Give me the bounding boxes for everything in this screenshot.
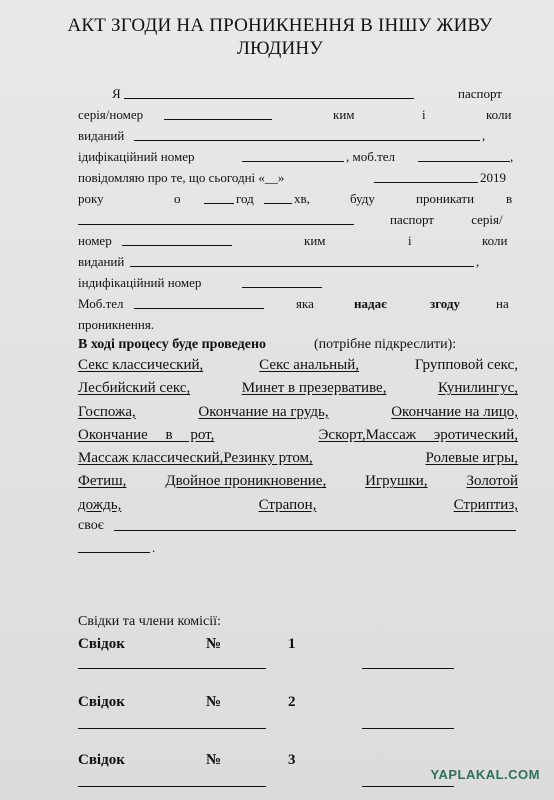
options-line-6 — [78, 470, 518, 493]
label-number: номер — [78, 233, 112, 248]
hour-field[interactable] — [204, 189, 234, 204]
watermark: YAPLAKAL.COM — [430, 767, 540, 782]
process-hint: (потрібне підкреслити): — [314, 337, 457, 352]
own-option-field[interactable] — [114, 516, 516, 531]
witness-3-label: Свідок — [78, 752, 125, 768]
id-number-field-2[interactable] — [242, 273, 322, 288]
issued-field-2[interactable] — [130, 252, 474, 267]
label-by-whom: ким — [333, 107, 355, 122]
witnesses-heading-row — [78, 612, 516, 632]
form-row-5 — [78, 168, 516, 188]
form-row-1 — [78, 84, 516, 104]
label-passport-series: паспорт серія/ — [390, 212, 503, 227]
label-id-number: ідифікаційний номер — [78, 149, 195, 164]
label-o: о — [174, 191, 181, 206]
label-hour: год — [236, 191, 254, 206]
option[interactable]: Окончание в рот, — [78, 426, 215, 443]
option[interactable]: Золотой — [466, 473, 518, 490]
form-row-8 — [78, 231, 516, 251]
option[interactable]: Госпожа, — [78, 403, 136, 420]
label-issued: виданий — [78, 128, 125, 143]
form-row-7 — [78, 210, 516, 230]
option[interactable]: Секс анальный, — [259, 357, 359, 373]
comma-2: , — [510, 149, 514, 164]
document-title: АКТ ЗГОДИ НА ПРОНИКНЕННЯ В ІНШУ ЖИВУ ЛЮДИНУ — [67, 15, 493, 59]
label-ya: Я — [112, 86, 121, 101]
option[interactable]: Эскорт,Массаж эротический, — [318, 426, 518, 443]
minute-field[interactable] — [264, 189, 292, 204]
option[interactable]: Минет в презервативе, — [241, 380, 387, 397]
series-number-field[interactable] — [164, 105, 272, 120]
form-row-11 — [78, 294, 516, 314]
form-row-3 — [78, 126, 516, 146]
option[interactable]: Окончание на лицо, — [391, 403, 518, 420]
witness-3-name-field[interactable] — [78, 770, 266, 787]
options-line-1 — [78, 354, 518, 377]
label-mobile-2: Моб.тел — [78, 296, 124, 311]
comma-1: , — [482, 128, 486, 143]
option[interactable]: Стриптиз, — [453, 496, 518, 513]
own-option-row-2 — [78, 538, 516, 558]
option[interactable]: Групповой секс, — [414, 357, 518, 373]
label-when: коли — [486, 107, 512, 122]
option[interactable]: Двойное проникновение, — [165, 473, 327, 490]
options-line-3 — [78, 401, 518, 424]
option[interactable]: Фетиш, — [78, 473, 127, 490]
option[interactable]: Страпон, — [258, 496, 317, 513]
label-pronykaty: проникати — [416, 191, 475, 206]
mobile-field[interactable] — [418, 147, 510, 162]
label-when-2: коли — [482, 233, 508, 248]
date-field[interactable] — [374, 168, 478, 183]
options-line-7 — [78, 494, 518, 517]
form-row-4 — [78, 147, 516, 167]
label-roku: року — [78, 191, 104, 206]
label-budu: буду — [350, 191, 375, 206]
witness-2-label: Свідок — [78, 694, 125, 710]
label-series-number: серія/номер — [78, 107, 144, 122]
label-mobile: , моб.тел — [346, 149, 396, 164]
label-minutes: хв, — [294, 191, 310, 206]
process-heading: В ході процесу буде проведено — [78, 337, 267, 352]
label-id-number-2: індифікаційний номер — [78, 275, 202, 290]
label-own: своє — [78, 518, 104, 533]
witness-1-number: 1 — [288, 636, 296, 652]
option[interactable]: дождь, — [78, 496, 122, 513]
label-nadaye: надає — [354, 296, 387, 311]
form-row-9 — [78, 252, 516, 272]
form-row-12 — [78, 315, 516, 335]
witness-3-number: 3 — [288, 752, 296, 768]
comma-3: , — [476, 254, 480, 269]
witness-2-number: 2 — [288, 694, 296, 710]
label-and-2: і — [408, 233, 412, 248]
option[interactable]: Кунилингус, — [437, 380, 518, 397]
label-and: і — [422, 107, 426, 122]
option[interactable]: Игрушки, — [365, 473, 428, 490]
label-issued-2: виданий — [78, 254, 125, 269]
label-passport: паспорт — [458, 86, 502, 101]
witness-2-signature-field[interactable] — [362, 712, 454, 729]
id-number-field[interactable] — [242, 147, 344, 162]
label-penetration: проникнення. — [78, 317, 155, 332]
form-row-2 — [78, 105, 516, 125]
label-year: 2019 — [480, 170, 506, 185]
issued-field[interactable] — [134, 126, 480, 141]
witness-1-signature-field[interactable] — [362, 652, 454, 669]
options-line-5 — [78, 447, 518, 470]
name-field[interactable] — [124, 84, 414, 99]
witness-2-num-sign: № — [206, 694, 222, 710]
option[interactable]: Секс классический, — [78, 357, 204, 373]
witnesses-heading: Свідки та члени комісії: — [78, 614, 221, 629]
option[interactable]: Лесбийский секс, — [78, 380, 191, 397]
witness-3-num-sign: № — [206, 752, 222, 768]
end-dot: . — [152, 540, 156, 555]
option[interactable]: Массаж классический,Резинку ртом, — [78, 450, 313, 467]
label-by-whom-2: ким — [304, 233, 326, 248]
other-person-field[interactable] — [78, 210, 354, 225]
witness-1-name-field[interactable] — [78, 652, 266, 669]
options-line-2 — [78, 377, 518, 400]
number-field-2[interactable] — [122, 231, 232, 246]
mobile-field-2[interactable] — [134, 294, 264, 309]
label-zgodu: згоду — [430, 296, 461, 311]
form-row-10 — [78, 273, 516, 293]
label-v: в — [506, 191, 513, 206]
witness-1-label: Свідок — [78, 636, 125, 652]
option[interactable]: Окончание на грудь, — [198, 403, 329, 420]
label-na: на — [496, 296, 509, 311]
process-heading-row — [78, 335, 516, 355]
witness-1-num-sign: № — [206, 636, 222, 652]
options-list — [78, 354, 518, 517]
label-yaka: яка — [296, 296, 314, 311]
options-line-4 — [78, 424, 518, 447]
form-row-6 — [78, 189, 516, 209]
option[interactable]: Ролевые игры, — [425, 450, 518, 467]
label-notify: повідомляю про те, що сьогодні «__» — [78, 170, 285, 185]
own-option-row — [78, 516, 516, 536]
witness-2-name-field[interactable] — [78, 712, 266, 729]
own-option-field-2[interactable] — [78, 538, 150, 553]
